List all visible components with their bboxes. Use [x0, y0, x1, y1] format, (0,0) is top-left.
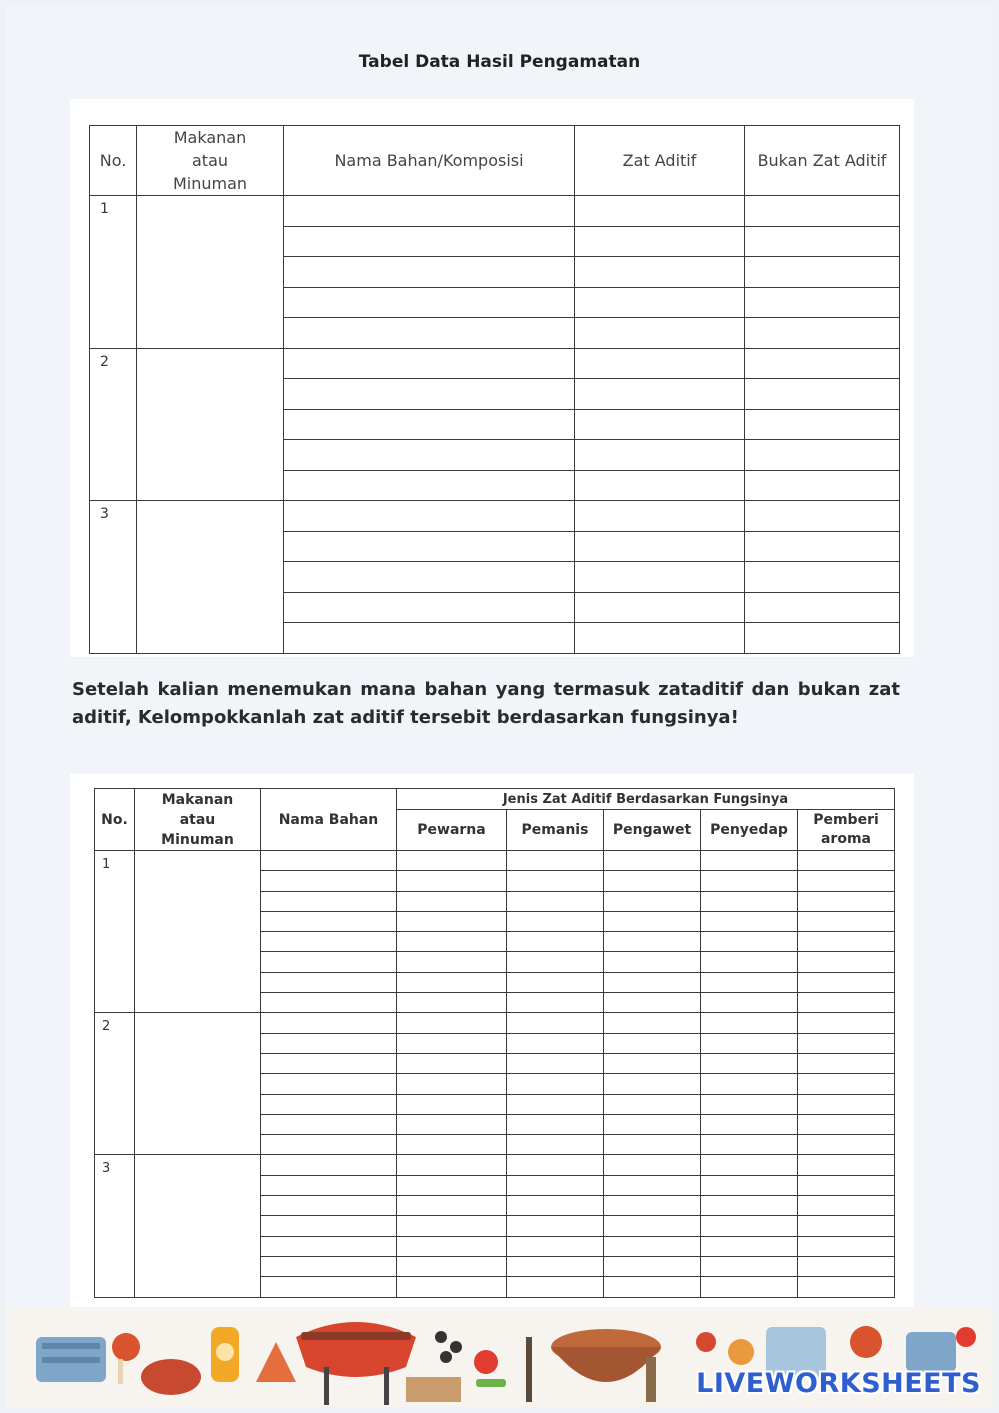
aroma-cell[interactable] [798, 1277, 895, 1297]
ingredient-cell[interactable] [261, 1155, 397, 1175]
flavor-cell[interactable] [701, 1256, 798, 1276]
header-additive-group: Jenis Zat Aditif Berdasarkan Fungsinya [397, 789, 895, 810]
preservative-cell[interactable] [604, 1155, 701, 1175]
sweetener-cell[interactable] [507, 1135, 604, 1155]
aroma-cell[interactable] [798, 993, 895, 1013]
ingredient-cell[interactable] [261, 1033, 397, 1053]
sweetener-cell[interactable] [507, 1236, 604, 1256]
aroma-cell[interactable] [798, 891, 895, 911]
preservative-cell[interactable] [604, 972, 701, 992]
header-food: Makanan atau Minuman [137, 126, 284, 196]
table-row [95, 1013, 895, 1033]
colorant-cell[interactable] [397, 1135, 507, 1155]
colorant-cell[interactable] [397, 1074, 507, 1094]
preservative-cell[interactable] [604, 1033, 701, 1053]
ingredient-cell[interactable] [261, 1196, 397, 1216]
food-cell[interactable] [135, 851, 261, 1013]
ingredient-cell[interactable] [284, 226, 575, 257]
additive-cell[interactable] [575, 409, 745, 440]
sweetener-cell[interactable] [507, 1256, 604, 1276]
preservative-cell[interactable] [604, 1114, 701, 1134]
ingredient-cell[interactable] [284, 562, 575, 593]
header-ingredients: Nama Bahan/Komposisi [284, 126, 575, 196]
aroma-cell[interactable] [798, 1216, 895, 1236]
colorant-cell[interactable] [397, 851, 507, 871]
non-additive-cell[interactable] [745, 257, 900, 288]
aroma-cell[interactable] [798, 1155, 895, 1175]
ingredient-cell[interactable] [284, 623, 575, 654]
non-additive-cell[interactable] [745, 501, 900, 532]
function-table-card [70, 774, 914, 1334]
decorative-footer [6, 1307, 993, 1407]
observation-table-body [90, 196, 900, 654]
header-food: Makanan atau Minuman [135, 789, 261, 851]
flavor-cell[interactable] [701, 1074, 798, 1094]
preservative-cell[interactable] [604, 1013, 701, 1033]
additive-cell[interactable] [575, 257, 745, 288]
sweetener-cell[interactable] [507, 911, 604, 931]
ingredient-cell[interactable] [261, 1135, 397, 1155]
sweetener-cell[interactable] [507, 1196, 604, 1216]
non-additive-cell[interactable] [745, 226, 900, 257]
colorant-cell[interactable] [397, 1094, 507, 1114]
additive-cell[interactable] [575, 623, 745, 654]
header-no: No. [95, 789, 135, 851]
additive-cell[interactable] [575, 348, 745, 379]
colorant-cell[interactable] [397, 1216, 507, 1236]
colorant-cell[interactable] [397, 1053, 507, 1073]
header-ingredient: Nama Bahan [261, 789, 397, 851]
colorant-cell[interactable] [397, 1033, 507, 1053]
colorant-cell[interactable] [397, 1155, 507, 1175]
preservative-cell[interactable] [604, 1277, 701, 1297]
flavor-cell[interactable] [701, 1236, 798, 1256]
additive-cell[interactable] [575, 501, 745, 532]
colorant-cell[interactable] [397, 1277, 507, 1297]
additive-cell[interactable] [575, 531, 745, 562]
ingredient-cell[interactable] [261, 993, 397, 1013]
preservative-cell[interactable] [604, 1196, 701, 1216]
non-additive-cell[interactable] [745, 348, 900, 379]
ingredient-cell[interactable] [261, 1013, 397, 1033]
ingredient-cell[interactable] [261, 1074, 397, 1094]
colorant-cell[interactable] [397, 911, 507, 931]
ingredient-cell[interactable] [261, 871, 397, 891]
preservative-cell[interactable] [604, 871, 701, 891]
sweetener-cell[interactable] [507, 1216, 604, 1236]
preservative-cell[interactable] [604, 1094, 701, 1114]
non-additive-cell[interactable] [745, 318, 900, 349]
preservative-cell[interactable] [604, 1216, 701, 1236]
ingredient-cell[interactable] [261, 1114, 397, 1134]
header-aroma: Pemberi aroma [798, 810, 895, 851]
flavor-cell[interactable] [701, 1053, 798, 1073]
ingredient-cell[interactable] [261, 1256, 397, 1276]
header-non-additive: Bukan Zat Aditif [745, 126, 900, 196]
ingredient-cell[interactable] [284, 531, 575, 562]
sweetener-cell[interactable] [507, 1013, 604, 1033]
colorant-cell[interactable] [397, 1196, 507, 1216]
food-cell[interactable] [135, 1013, 261, 1155]
flavor-cell[interactable] [701, 1135, 798, 1155]
observation-table-card [70, 99, 914, 657]
preservative-cell[interactable] [604, 911, 701, 931]
aroma-cell[interactable] [798, 911, 895, 931]
non-additive-cell[interactable] [745, 470, 900, 501]
aroma-cell[interactable] [798, 1053, 895, 1073]
flavor-cell[interactable] [701, 851, 798, 871]
ingredient-cell[interactable] [261, 1216, 397, 1236]
page-title: Tabel Data Hasil Pengamatan [358, 52, 641, 72]
flavor-cell[interactable] [701, 1013, 798, 1033]
table-row [90, 501, 900, 532]
colorant-cell[interactable] [397, 1236, 507, 1256]
flavor-cell[interactable] [701, 1196, 798, 1216]
aroma-cell[interactable] [798, 952, 895, 972]
colorant-cell[interactable] [397, 932, 507, 952]
flavor-cell[interactable] [701, 1216, 798, 1236]
flavor-cell[interactable] [701, 952, 798, 972]
header-preservative: Pengawet [604, 810, 701, 851]
ingredient-cell[interactable] [284, 592, 575, 623]
non-additive-cell[interactable] [745, 409, 900, 440]
ingredient-cell[interactable] [261, 972, 397, 992]
instruction-text: Setelah kalian menemukan mana bahan yang termasuk zataditif dan bukan zat aditif, Kelompokkanlah zat aditif tersebit berdasarkan fungsinya! [72, 679, 900, 728]
colorant-cell[interactable] [397, 952, 507, 972]
header-colorant: Pewarna [397, 810, 507, 851]
food-cell[interactable] [137, 348, 284, 501]
flavor-cell[interactable] [701, 1094, 798, 1114]
ingredient-cell[interactable] [284, 318, 575, 349]
function-table [94, 788, 895, 1298]
flavor-cell[interactable] [701, 1033, 798, 1053]
flavor-cell[interactable] [701, 932, 798, 952]
ingredient-cell[interactable] [284, 440, 575, 471]
additive-cell[interactable] [575, 318, 745, 349]
ingredient-cell[interactable] [284, 501, 575, 532]
additive-cell[interactable] [575, 562, 745, 593]
table-row [90, 348, 900, 379]
sweetener-cell[interactable] [507, 1033, 604, 1053]
flavor-cell[interactable] [701, 993, 798, 1013]
non-additive-cell[interactable] [745, 592, 900, 623]
ingredient-cell[interactable] [284, 257, 575, 288]
colorant-cell[interactable] [397, 871, 507, 891]
additive-cell[interactable] [575, 470, 745, 501]
row-number: 3 [95, 1155, 135, 1297]
preservative-cell[interactable] [604, 851, 701, 871]
sweetener-cell[interactable] [507, 1114, 604, 1134]
sweetener-cell[interactable] [507, 1155, 604, 1175]
flavor-cell[interactable] [701, 1277, 798, 1297]
ingredient-cell[interactable] [284, 287, 575, 318]
flavor-cell[interactable] [701, 1114, 798, 1134]
sweetener-cell[interactable] [507, 871, 604, 891]
row-number: 1 [95, 851, 135, 1013]
additive-cell[interactable] [575, 226, 745, 257]
aroma-cell[interactable] [798, 1175, 895, 1195]
preservative-cell[interactable] [604, 993, 701, 1013]
ingredient-cell[interactable] [261, 1094, 397, 1114]
sweetener-cell[interactable] [507, 1277, 604, 1297]
aroma-cell[interactable] [798, 1236, 895, 1256]
food-cell[interactable] [137, 501, 284, 654]
aroma-cell[interactable] [798, 1135, 895, 1155]
non-additive-cell[interactable] [745, 196, 900, 227]
flavor-cell[interactable] [701, 871, 798, 891]
flavor-cell[interactable] [701, 1155, 798, 1175]
aroma-cell[interactable] [798, 871, 895, 891]
aroma-cell[interactable] [798, 972, 895, 992]
additive-cell[interactable] [575, 379, 745, 410]
preservative-cell[interactable] [604, 1236, 701, 1256]
aroma-cell[interactable] [798, 1094, 895, 1114]
ingredient-cell[interactable] [261, 1175, 397, 1195]
preservative-cell[interactable] [604, 1256, 701, 1276]
aroma-cell[interactable] [798, 1033, 895, 1053]
ingredient-cell[interactable] [284, 379, 575, 410]
non-additive-cell[interactable] [745, 562, 900, 593]
liveworksheets-logo: LIVEWORKSHEETS [696, 1368, 981, 1399]
header-sweetener: Pemanis [507, 810, 604, 851]
colorant-cell[interactable] [397, 1256, 507, 1276]
aroma-cell[interactable] [798, 1074, 895, 1094]
table-row [95, 1155, 895, 1175]
ingredient-cell[interactable] [261, 1277, 397, 1297]
sweetener-cell[interactable] [507, 1074, 604, 1094]
colorant-cell[interactable] [397, 891, 507, 911]
sweetener-cell[interactable] [507, 932, 604, 952]
ingredient-cell[interactable] [284, 470, 575, 501]
ingredient-cell[interactable] [284, 409, 575, 440]
colorant-cell[interactable] [397, 993, 507, 1013]
additive-cell[interactable] [575, 440, 745, 471]
table-row [90, 196, 900, 227]
sweetener-cell[interactable] [507, 952, 604, 972]
header-no: No. [90, 126, 137, 196]
non-additive-cell[interactable] [745, 379, 900, 410]
sweetener-cell[interactable] [507, 851, 604, 871]
non-additive-cell[interactable] [745, 623, 900, 654]
worksheet-page [6, 6, 993, 1407]
sweetener-cell[interactable] [507, 1094, 604, 1114]
flavor-cell[interactable] [701, 891, 798, 911]
sweetener-cell[interactable] [507, 891, 604, 911]
observation-table [89, 125, 900, 654]
ingredient-cell[interactable] [261, 952, 397, 972]
aroma-cell[interactable] [798, 932, 895, 952]
preservative-cell[interactable] [604, 1135, 701, 1155]
aroma-cell[interactable] [798, 1114, 895, 1134]
aroma-cell[interactable] [798, 1256, 895, 1276]
row-number: 3 [90, 501, 137, 654]
function-table-body [95, 851, 895, 1298]
ingredient-cell[interactable] [261, 891, 397, 911]
additive-cell[interactable] [575, 592, 745, 623]
non-additive-cell[interactable] [745, 531, 900, 562]
food-cell[interactable] [135, 1155, 261, 1297]
flavor-cell[interactable] [701, 911, 798, 931]
preservative-cell[interactable] [604, 952, 701, 972]
ingredient-cell[interactable] [284, 348, 575, 379]
colorant-cell[interactable] [397, 972, 507, 992]
preservative-cell[interactable] [604, 1053, 701, 1073]
aroma-cell[interactable] [798, 1013, 895, 1033]
preservative-cell[interactable] [604, 1175, 701, 1195]
header-flavor: Penyedap [701, 810, 798, 851]
row-number: 2 [90, 348, 137, 501]
sweetener-cell[interactable] [507, 993, 604, 1013]
sweetener-cell[interactable] [507, 972, 604, 992]
preservative-cell[interactable] [604, 1074, 701, 1094]
additive-cell[interactable] [575, 287, 745, 318]
non-additive-cell[interactable] [745, 440, 900, 471]
ingredient-cell[interactable] [261, 1053, 397, 1073]
colorant-cell[interactable] [397, 1114, 507, 1134]
non-additive-cell[interactable] [745, 287, 900, 318]
additive-cell[interactable] [575, 196, 745, 227]
table-row [95, 851, 895, 871]
colorant-cell[interactable] [397, 1175, 507, 1195]
aroma-cell[interactable] [798, 851, 895, 871]
colorant-cell[interactable] [397, 1013, 507, 1033]
preservative-cell[interactable] [604, 932, 701, 952]
ingredient-cell[interactable] [261, 911, 397, 931]
row-number: 2 [95, 1013, 135, 1155]
food-cell[interactable] [137, 196, 284, 349]
flavor-cell[interactable] [701, 1175, 798, 1195]
ingredient-cell[interactable] [284, 196, 575, 227]
header-additive: Zat Aditif [575, 126, 745, 196]
sweetener-cell[interactable] [507, 1175, 604, 1195]
ingredient-cell[interactable] [261, 1236, 397, 1256]
aroma-cell[interactable] [798, 1196, 895, 1216]
ingredient-cell[interactable] [261, 851, 397, 871]
row-number: 1 [90, 196, 137, 349]
preservative-cell[interactable] [604, 891, 701, 911]
flavor-cell[interactable] [701, 972, 798, 992]
sweetener-cell[interactable] [507, 1053, 604, 1073]
ingredient-cell[interactable] [261, 932, 397, 952]
